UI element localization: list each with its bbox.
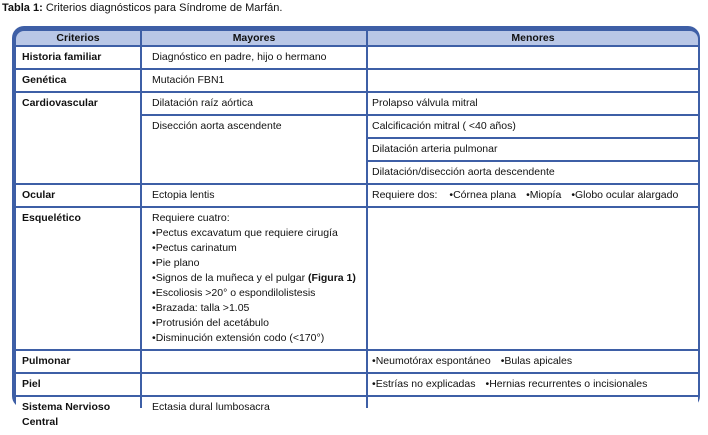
list-item: • Escoliosis >20° o espondilolistesis [152,286,362,301]
criterio-cell: Sistema Nervioso Central [16,397,140,433]
caption-text: Criterios diagnósticos para Síndrome de Marfán. [42,2,283,14]
table-row [16,185,698,206]
mayor-cell: Ectopia lentis [142,185,366,206]
menor-cell [368,374,698,395]
table-row [16,208,698,349]
table-row [16,70,698,91]
criterio-cell: Ocular [16,185,140,206]
menor-cell: Dilatación arteria pulmonar [368,139,698,160]
menor-cell [368,47,698,68]
list-item: • Neumotórax espontáneo [372,355,491,367]
list-item: • Brazada: talla >1.05 [152,301,362,316]
menor-cell [368,70,698,91]
list-item: • Bulas apicales [501,355,572,367]
criterio-cell: Pulmonar [16,351,140,372]
table-row [16,93,698,114]
criterio-cell: Cardiovascular [16,93,140,183]
table-row [16,374,698,395]
list-item: • Pectus carinatum [152,241,362,256]
criteria-table [14,29,700,435]
mayor-cell: Mutación FBN1 [142,70,366,91]
criterio-cell: Genética [16,70,140,91]
menor-cell [368,208,698,349]
menor-cell: Calcificación mitral ( <40 años) [368,116,698,137]
list-item: • Pectus excavatum que requiere cirugía [152,226,362,241]
figure-reference: (Figura 1) [308,272,356,284]
list-item: • Estrías no explicadas [372,378,476,390]
menor-cell: Dilatación/disección aorta descendente [368,162,698,183]
mayor-cell [142,208,366,349]
criterio-cell: Piel [16,374,140,395]
header-menores: Menores [368,31,698,45]
header-criterios: Criterios [16,31,140,45]
mayor-cell [142,374,366,395]
criterio-cell: Esquelético [16,208,140,349]
requirement-label: Requiere cuatro: [152,212,230,224]
list-item: • Pie plano [152,256,362,271]
menor-cell [368,351,698,372]
requirement-label: Requiere dos: [372,189,438,201]
mayor-cell: Diagnóstico en padre, hijo o hermano [142,47,366,68]
table-row [16,47,698,68]
list-item: • Disminución extensión codo (<170°) [152,331,362,346]
list-item-text: • Signos de la muñeca y el pulgar [152,272,305,284]
menor-cell [368,185,698,206]
list-item [152,271,362,286]
table-row [16,397,698,433]
menor-cell [368,397,698,433]
list-item: • Miopía [526,189,561,201]
mayor-cell: Dilatación raíz aórtica [142,93,366,114]
mayor-cell [142,351,366,372]
header-mayores: Mayores [142,31,366,45]
table-row [16,351,698,372]
list-item: • Hernias recurrentes o incisionales [486,378,648,390]
mayor-cell: Ectasia dural lumbosacra [142,397,366,433]
list-item: • Protrusión del acetábulo [152,316,362,331]
mayor-cell: Disección aorta ascendente [142,116,366,183]
list-item: • Córnea plana [449,189,516,201]
table-caption [2,2,282,14]
caption-label: Tabla 1: [2,2,43,14]
header-row [16,31,698,45]
criterio-cell: Historia familiar [16,47,140,68]
menor-cell: Prolapso válvula mitral [368,93,698,114]
list-item: • Globo ocular alargado [571,189,678,201]
